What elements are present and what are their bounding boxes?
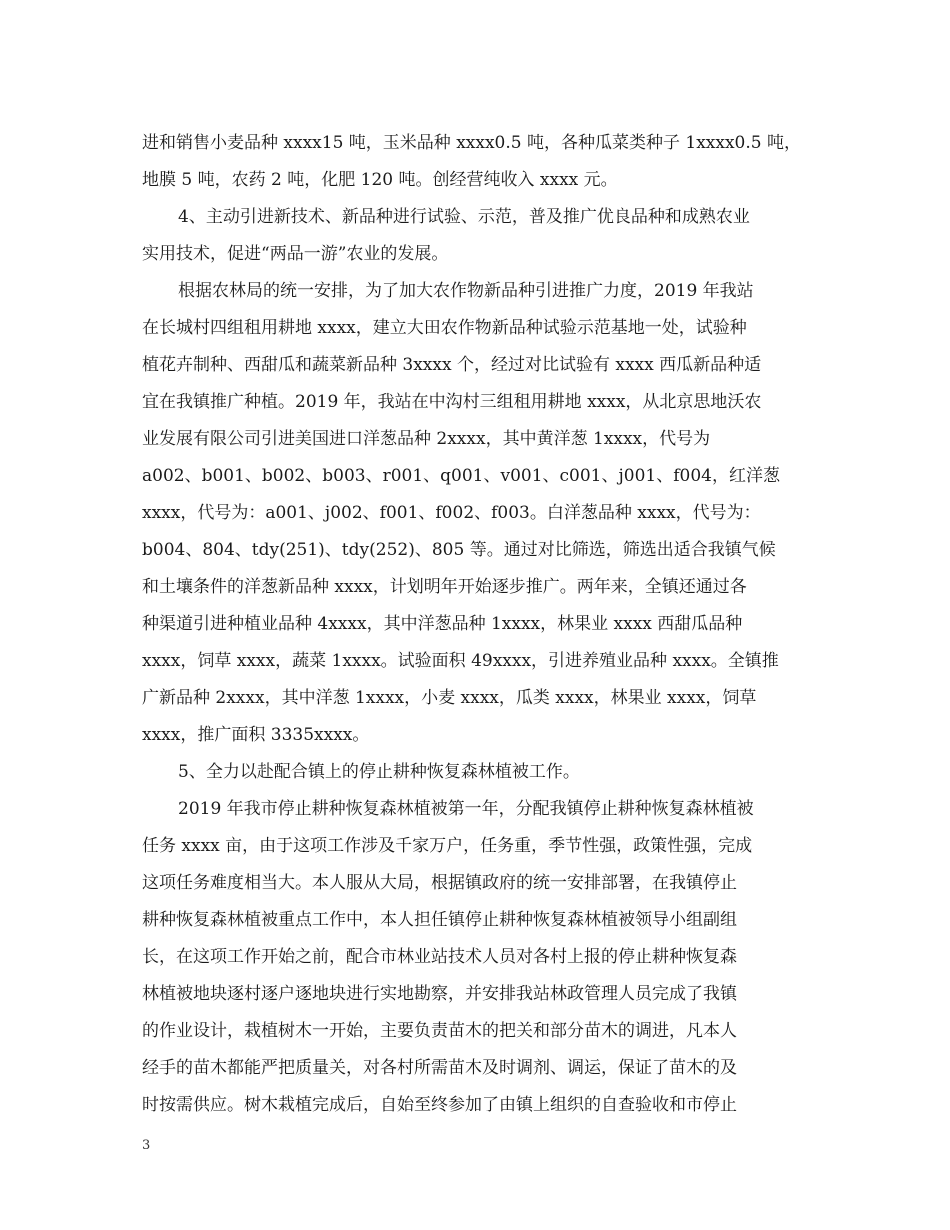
text-line: b004、804、tdy(251)、tdy(252)、805 等。通过对比筛选，筛选出适合我镇气候 [142, 540, 776, 560]
text-line: 根据农林局的统一安排，为了加大农作物新品种引进推广力度，2019 年我站 [178, 281, 754, 301]
text-line: 经手的苗木都能严把质量关，对各村所需苗木及时调剂、调运，保证了苗木的及 [142, 1058, 737, 1078]
text-line: 时按需供应。树木栽植完成后，自始至终参加了由镇上组织的自查验收和市停止 [142, 1095, 737, 1115]
text-line: 4、主动引进新技术、新品种进行试验、示范，普及推广优良品种和成熟农业 [178, 207, 750, 227]
text-line: 任务 xxxx 亩，由于这项工作涉及千家万户，任务重，季节性强，政策性强，完成 [142, 836, 753, 856]
text-line: 长，在这项工作开始之前，配合市林业站技术人员对各村上报的停止耕种恢复森 [142, 947, 737, 967]
text-line: 耕种恢复森林植被重点工作中，本人担任镇停止耕种恢复森林植被领导小组副组 [142, 910, 737, 930]
text-line: 种渠道引进种植业品种 4xxxx，其中洋葱品种 1xxxx，林果业 xxxx 西甜瓜品种 [142, 614, 743, 634]
text-line: xxxx，推广面积 3335xxxx。 [142, 725, 370, 745]
text-line: 2019 年我市停止耕种恢复森林植被第一年，分配我镇停止耕种恢复森林植被 [178, 799, 754, 819]
text-line: 和土壤条件的洋葱新品种 xxxx，计划明年开始逐步推广。两年来，全镇还通过各 [142, 577, 747, 597]
text-line: 实用技术，促进“两品一游”农业的发展。 [142, 244, 449, 264]
document-body [142, 125, 814, 1124]
text-line: xxxx，饲草 xxxx，蔬菜 1xxxx。试验面积 49xxxx，引进养殖业品种 xxxx。全镇推 [142, 651, 779, 671]
text-line: xxxx，代号为：a001、j002、f001、f002、f003。白洋葱品种 xxxx，代号为： [142, 503, 761, 523]
text-line: 业发展有限公司引进美国进口洋葱品种 2xxxx，其中黄洋葱 1xxxx，代号为 [142, 429, 711, 449]
text-line: 宜在我镇推广种植。2019 年，我站在中沟村三组租用耕地 xxxx，从北京思地沃农 [142, 392, 762, 412]
text-line: 5、全力以赴配合镇上的停止耕种恢复森林植被工作。 [178, 762, 580, 782]
page-number: 3 [142, 1138, 151, 1153]
text-line: 的作业设计，栽植树木一开始，主要负责苗木的把关和部分苗木的调进，凡本人 [142, 1021, 737, 1041]
text-line: 广新品种 2xxxx，其中洋葱 1xxxx，小麦 xxxx，瓜类 xxxx，林果业 xxxx，饲草 [142, 688, 757, 708]
text-line: 在长城村四组租用耕地 xxxx，建立大田农作物新品种试验示范基地一处，试验种 [142, 318, 747, 338]
text-line: 植花卉制种、西甜瓜和蔬菜新品种 3xxxx 个，经过对比试验有 xxxx 西瓜新品种适 [142, 355, 762, 375]
text-line: 这项任务难度相当大。本人服从大局，根据镇政府的统一安排部署，在我镇停止 [142, 873, 737, 893]
text-line: 地膜 5 吨，农药 2 吨，化肥 120 吨。创经营纯收入 xxxx 元。 [142, 170, 618, 190]
text-line: 林植被地块逐村逐户逐地块进行实地勘察，并安排我站林政管理人员完成了我镇 [142, 984, 737, 1004]
text-line: a002、b001、b002、b003、r001、q001、v001、c001、j001、f004，红洋葱 [142, 466, 780, 486]
text-line: 进和销售小麦品种 xxxx15 吨，玉米品种 xxxx0.5 吨，各种瓜菜类种子 1xxxx0.5 吨， [142, 133, 801, 153]
